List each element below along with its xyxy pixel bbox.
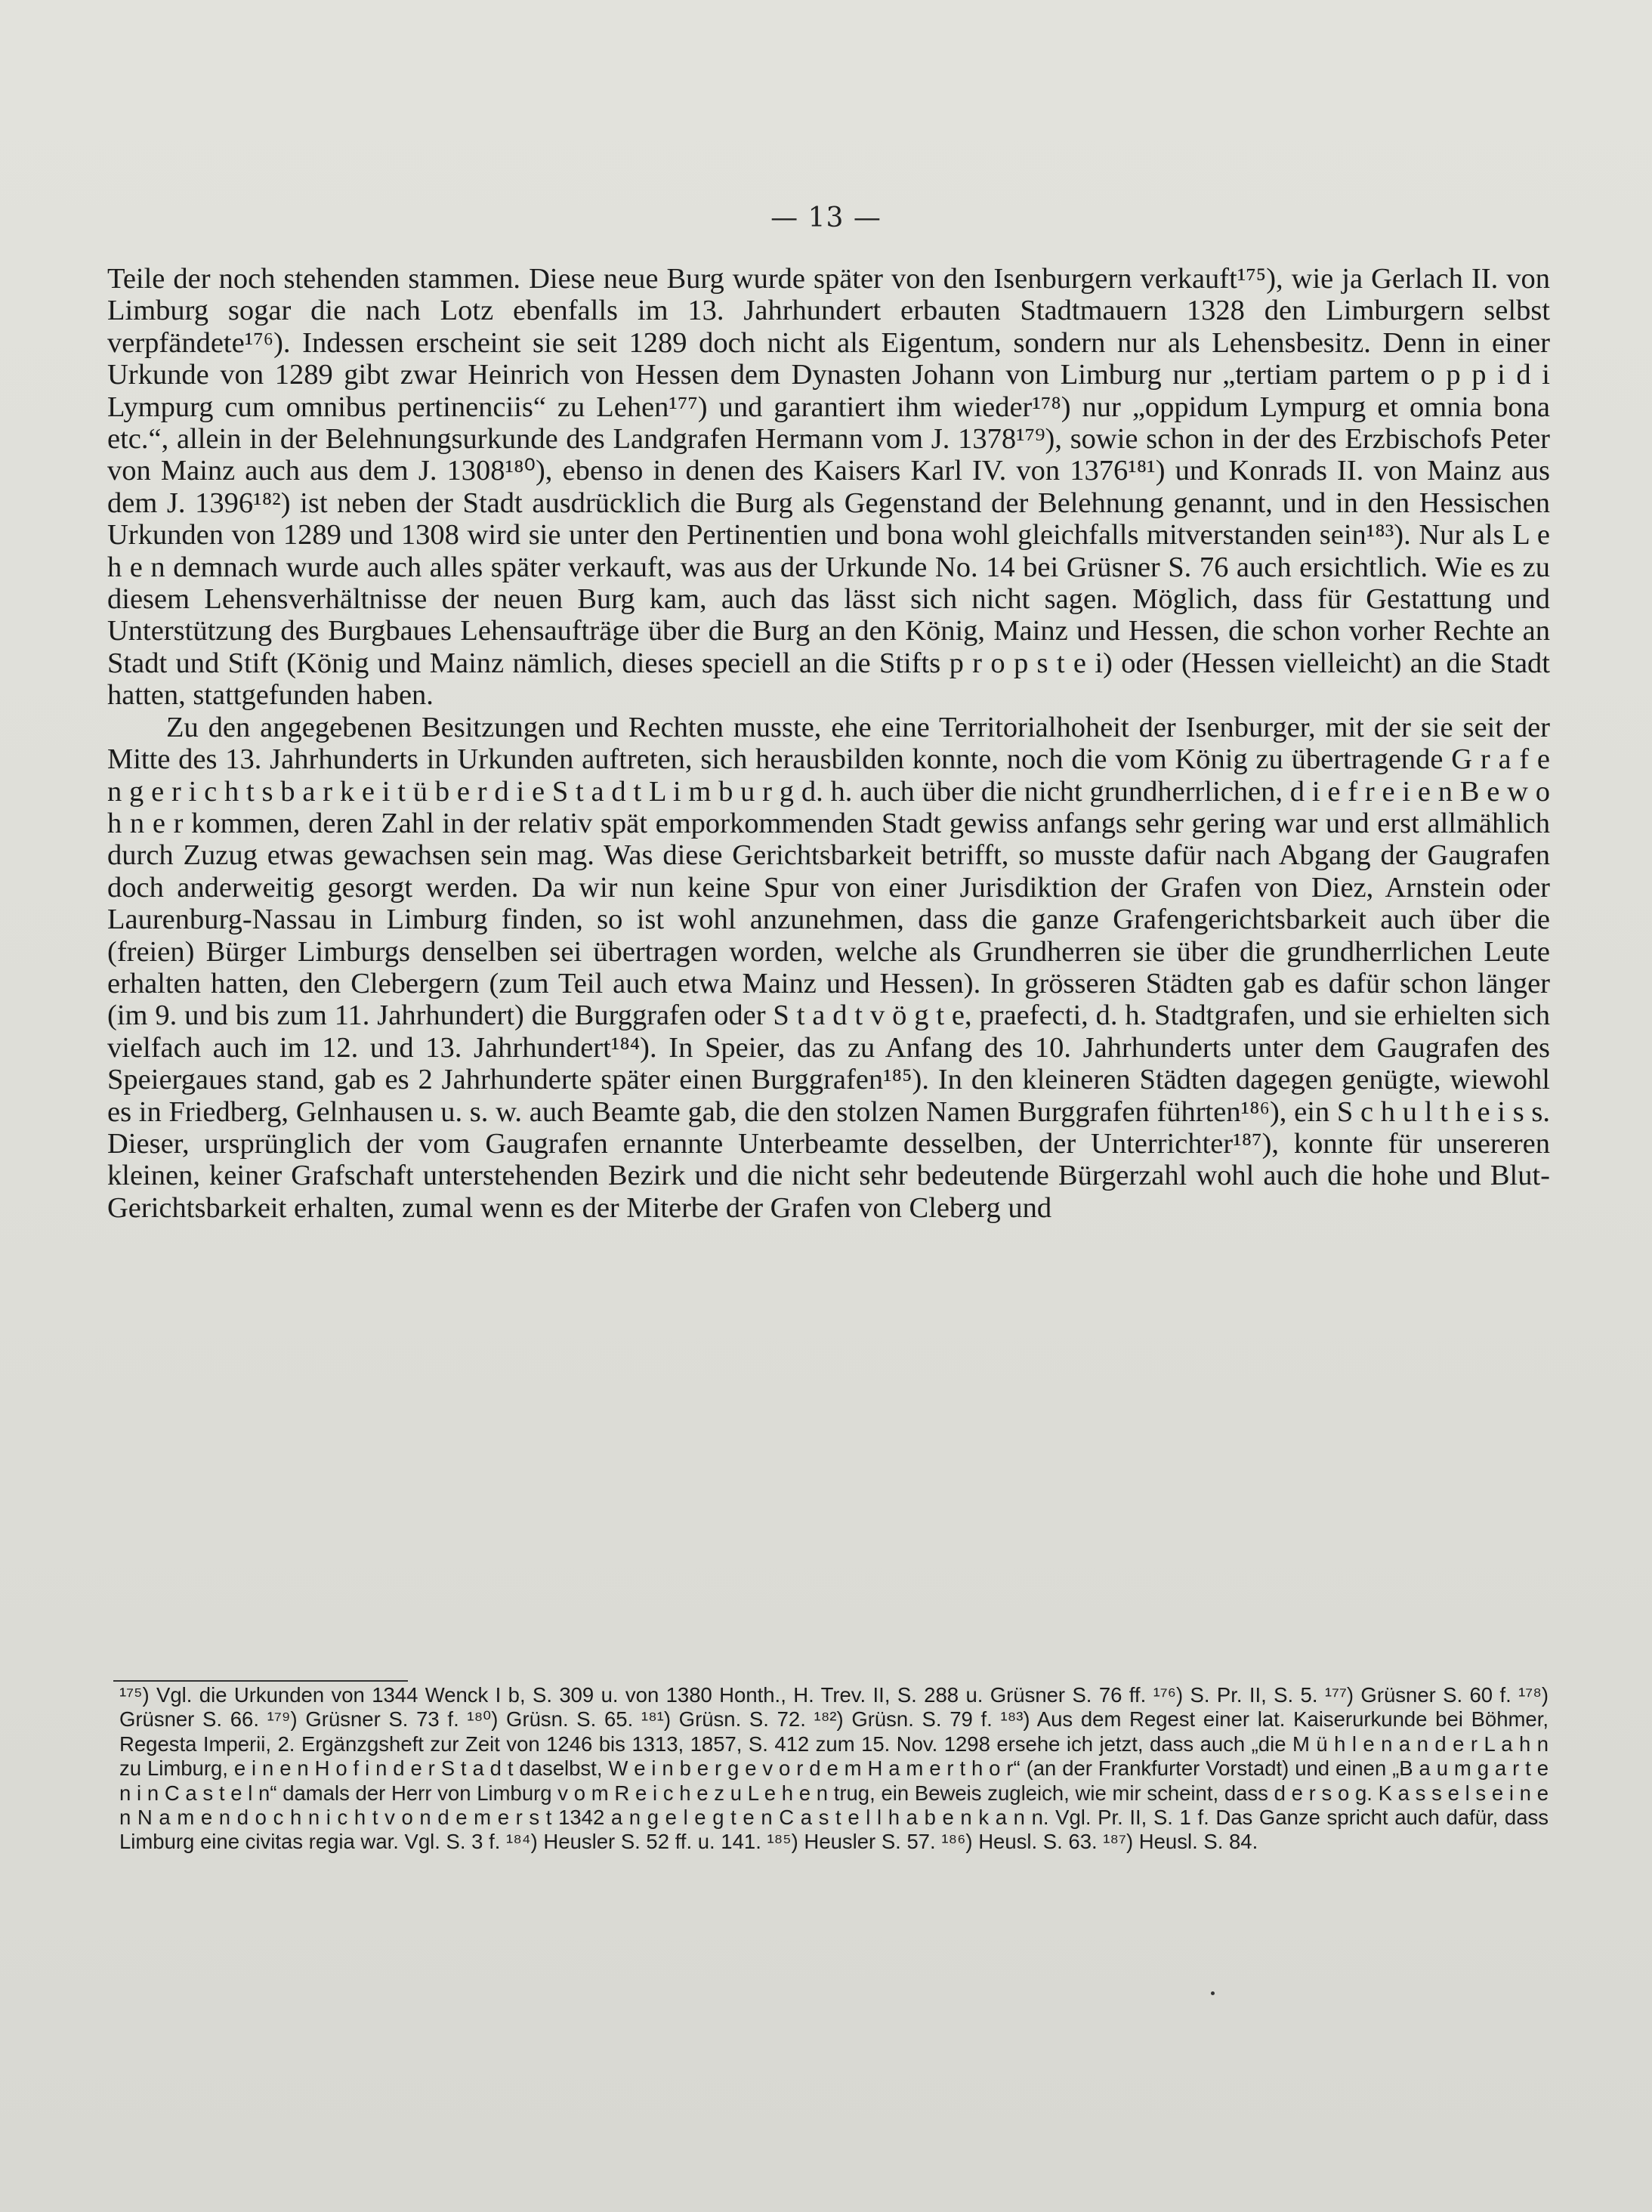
footnotes [119, 1683, 1549, 1855]
main-text [107, 263, 1550, 1224]
paragraph: Zu den angegebenen Besitzungen und Rechten musste, ehe eine Territorialhoheit der Isenburger, mit der sie seit der Mitte des 13. Jahrhunderts in Urkunden auftreten, sich herausbilden konnte, noch die vom König zu übertragende G r a f e n g e r i c h t s b a r k e i t ü b e r d i e S t a d t L i m b u r g d. h. auch über die nicht grundherrlichen, d i e f r e i e n B e w o h n e r kommen, deren Zahl in der relativ spät emporkommenden Stadt gewiss anfangs sehr gering war und erst allmählich durch Zuzug etwas gewachsen sein mag. Was diese Gerichtsbarkeit betrifft, so musste dafür nach Abgang der Gaugrafen doch anderweitig gesorgt werden. Da wir nun keine Spur von einer Jurisdiktion der Grafen von Diez, Arnstein oder Laurenburg-Nassau in Limburg finden, so ist wohl anzunehmen, dass die ganze Grafengerichtsbarkeit auch über die (freien) Bürger Limburgs denselben sei übertragen worden, welche als Grundherren sie über die grundherrlichen Leute erhalten hatten, den Clebergern (zum Teil auch etwa Mainz und Hessen). In grösseren Städten gab es dafür schon länger (im 9. und bis zum 11. Jahrhundert) die Burggrafen oder S t a d t v ö g t e, praefecti, d. h. Stadtgrafen, und sie erhielten sich vielfach auch im 12. und 13. Jahrhundert¹⁸⁴). In Speier, das zu Anfang des 10. Jahrhunderts unter dem Gaugrafen des Speiergaues stand, gab es 2 Jahrhunderte später einen Burggrafen¹⁸⁵). In den kleineren Städten dagegen genügte, wiewohl es in Friedberg, Gelnhausen u. s. w. auch Beamte gab, die den stolzen Namen Burggrafen führten¹⁸⁶), ein S c h u l t h e i s s. Dieser, ursprünglich der vom Gaugrafen ernannte Unterbeamte desselben, der Unterrichter¹⁸⁷), konnte für unsereren kleinen, keiner Grafschaft unterstehenden Bezirk und die nicht sehr bedeutende Bürgerzahl wohl auch die hohe und Blut-Gerichtsbarkeit erhalten, zumal wenn es der Miterbe der Grafen von Cleberg und [107, 711, 1550, 1224]
footnote-separator [113, 1680, 408, 1682]
footnote-text: ¹⁷⁵) Vgl. die Urkunden von 1344 Wenck I b, S. 309 u. von 1380 Honth., H. Trev. II, S. 288 u. Grüsner S. 76 ff. ¹⁷⁶) S. Pr. II, S. 5. ¹⁷⁷) Grüsner S. 60 f. ¹⁷⁸) Grüsner S. 66. ¹⁷⁹) Grüsner S. 73 f. ¹⁸⁰) Grüsn. S. 65. ¹⁸¹) Grüsn. S. 72. ¹⁸²) Grüsn. S. 79 f. ¹⁸³) Aus dem Regest einer lat. Kaiserurkunde bei Böhmer, Regesta Imperii, 2. Ergänzgsheft zur Zeit von 1246 bis 1313, 1857, S. 412 zum 15. Nov. 1298 ersehe ich jetzt, dass auch „die M ü h l e n a n d e r L a h n zu Limburg, e i n e n H o f i n d e r S t a d t daselbst, W e i n b e r g e v o r d e m H a m e r t h o r“ (an der Frankfurter Vorstadt) und einen „B a u m g a r t e n i n C a s t e l n“ damals der Herr von Limburg v o m R e i c h e z u L e h e n trug, ein Beweis zugleich, wie mir scheint, dass d e r s o g. K a s s e l s e i n e n N a m e n d o c h n i c h t v o n d e m e r s t 1342 a n g e l e g t e n C a s t e l l h a b e n k a n n. Vgl. Pr. II, S. 1 f. Das Ganze spricht auch dafür, dass Limburg eine civitas regia war. Vgl. S. 3 f. ¹⁸⁴) Heusler S. 52 ff. u. 141. ¹⁸⁵) Heusler S. 57. ¹⁸⁶) Heusl. S. 63. ¹⁸⁷) Heusl. S. 84. [119, 1683, 1549, 1854]
page-number: — 13 — [770, 202, 882, 233]
ink-speck [1211, 1991, 1215, 1995]
paragraph: Teile der noch stehenden stammen. Diese neue Burg wurde später von den Isenburgern verkauft¹⁷⁵), wie ja Gerlach II. von Limburg sogar die nach Lotz ebenfalls im 13. Jahrhundert erbauten Stadtmauern 1328 den Limburgern selbst verpfändete¹⁷⁶). Indessen erscheint sie seit 1289 doch nicht als Eigentum, sondern nur als Lehensbesitz. Denn in einer Urkunde von 1289 gibt zwar Heinrich von Hessen dem Dynasten Johann von Limburg nur „tertiam partem o p p i d i Lympurg cum omnibus pertinenciis“ zu Lehen¹⁷⁷) und garantiert ihm wieder¹⁷⁸) nur „oppidum Lympurg et omnia bona etc.“, allein in der Belehnungsurkunde des Landgrafen Hermann vom J. 1378¹⁷⁹), sowie schon in der des Erzbischofs Peter von Mainz auch aus dem J. 1308¹⁸⁰), ebenso in denen des Kaisers Karl IV. von 1376¹⁸¹) und Konrads II. von Mainz aus dem J. 1396¹⁸²) ist neben der Stadt ausdrücklich die Burg als Gegenstand der Belehnung genannt, und in den Hessischen Urkunden von 1289 und 1308 wird sie unter den Pertinentien und bona wohl gleichfalls mitverstanden sein¹⁸³). Nur als L e h e n demnach wurde auch alles später verkauft, was aus der Urkunde No. 14 bei Grüsner S. 76 auch ersichtlich. Wie es zu diesem Lehensverhältnisse der neuen Burg kam, auch das lässt sich nicht sagen. Möglich, dass für Gestattung und Unterstützung des Burgbaues Lehensaufträge über die Burg an den König, Mainz und Hessen, die schon vorher Rechte an Stadt und Stift (König und Mainz nämlich, dieses speciell an die Stifts p r o p s t e i) oder (Hessen vielleicht) an die Stadt hatten, stattgefunden haben. [107, 263, 1550, 712]
